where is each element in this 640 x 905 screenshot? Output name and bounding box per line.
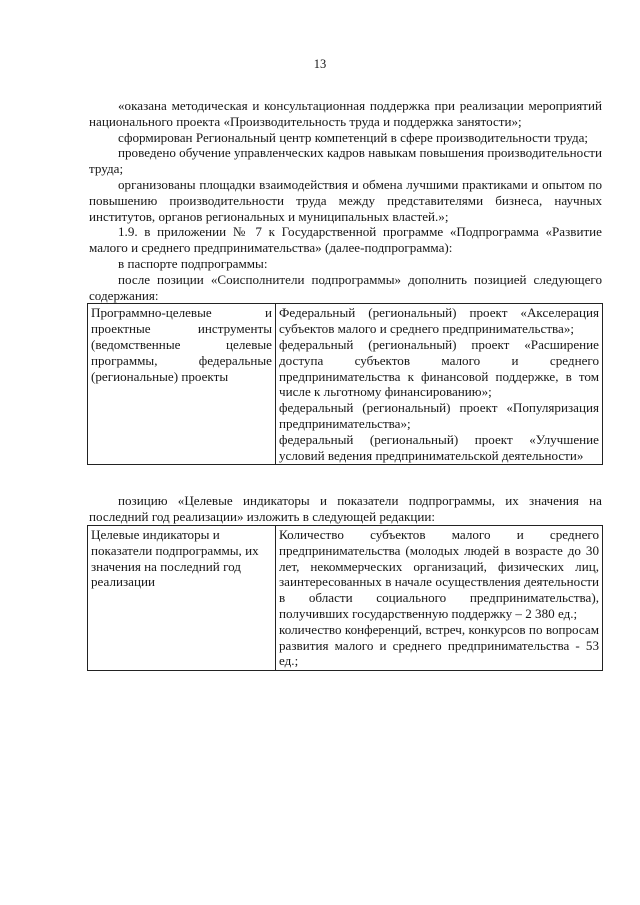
table-cell-line: федеральный (региональный) проект «Улучшение условий ведения предпринимательской деятельности» bbox=[279, 431, 599, 463]
section-gap bbox=[89, 465, 602, 493]
paragraph: позицию «Целевые индикаторы и показатели подпрограммы, их значения на последний год реализации» изложить в следующей редакции: bbox=[89, 493, 602, 525]
passport-table-instruments bbox=[87, 303, 603, 465]
page-number: 13 bbox=[313, 57, 327, 71]
paragraph: после позиции «Соисполнители подпрограммы» дополнить позицией следующего содержания: bbox=[89, 271, 602, 303]
table-cell-line: Количество субъектов малого и среднего предпринимательства (молодых людей в возрасте до 30 лет, некоммерческих организаций, физических лиц, заинтересованных в начале осуществления деятельности в области социального предпринимательства), получивших государственную поддержку – 2 380 ед.; bbox=[279, 526, 599, 621]
table-cell-label: Целевые индикаторы и показатели подпрограммы, их значения на последний год реализации bbox=[88, 525, 276, 670]
table-cell-value bbox=[276, 525, 603, 670]
paragraph: организованы площадки взаимодействия и обмена лучшими практиками и опытом по повышению производительности труда между представителями бизнеса, научных институтов, органов региональных и муниципальных властей.»; bbox=[89, 176, 602, 224]
table-cell-line: количество конференций, встреч, конкурсов по вопросам развития малого и среднего предпринимательства - 53 ед.; bbox=[279, 621, 599, 669]
table-row bbox=[88, 304, 603, 465]
document-body bbox=[89, 98, 602, 671]
paragraph: сформирован Региональный центр компетенций в сфере производительности труда; bbox=[118, 129, 589, 145]
table-cell-value bbox=[276, 304, 603, 465]
paragraph: 1.9. в приложении № 7 к Государственной программе «Подпрограмма «Развитие малого и среднего предпринимательства» (далее-подпрограмма): bbox=[89, 224, 602, 256]
table-cell-line: федеральный (региональный) проект «Расширение доступа субъектов малого и среднего предпринимательства к финансовой поддержке, в том числе к льготному финансированию»; bbox=[279, 336, 599, 400]
paragraph: «оказана методическая и консультационная поддержка при реализации мероприятий национального проекта «Производительность труда и поддержка занятости»; bbox=[89, 98, 602, 129]
paragraph: проведено обучение управленческих кадров навыкам повышения производительности труда; bbox=[89, 145, 602, 177]
table-cell-line: федеральный (региональный) проект «Популяризация предпринимательства»; bbox=[279, 400, 599, 431]
passport-table-indicators bbox=[87, 525, 603, 671]
table-row bbox=[88, 525, 603, 670]
table-cell-label: Программно-целевые и проектные инструменты (ведомственные целевые программы, федеральные (региональные) проекты bbox=[88, 304, 276, 465]
paragraph: в паспорте подпрограммы: bbox=[118, 255, 268, 271]
table-cell-line: Федеральный (региональный) проект «Акселерация субъектов малого и среднего предпринимательства»; bbox=[279, 305, 599, 337]
